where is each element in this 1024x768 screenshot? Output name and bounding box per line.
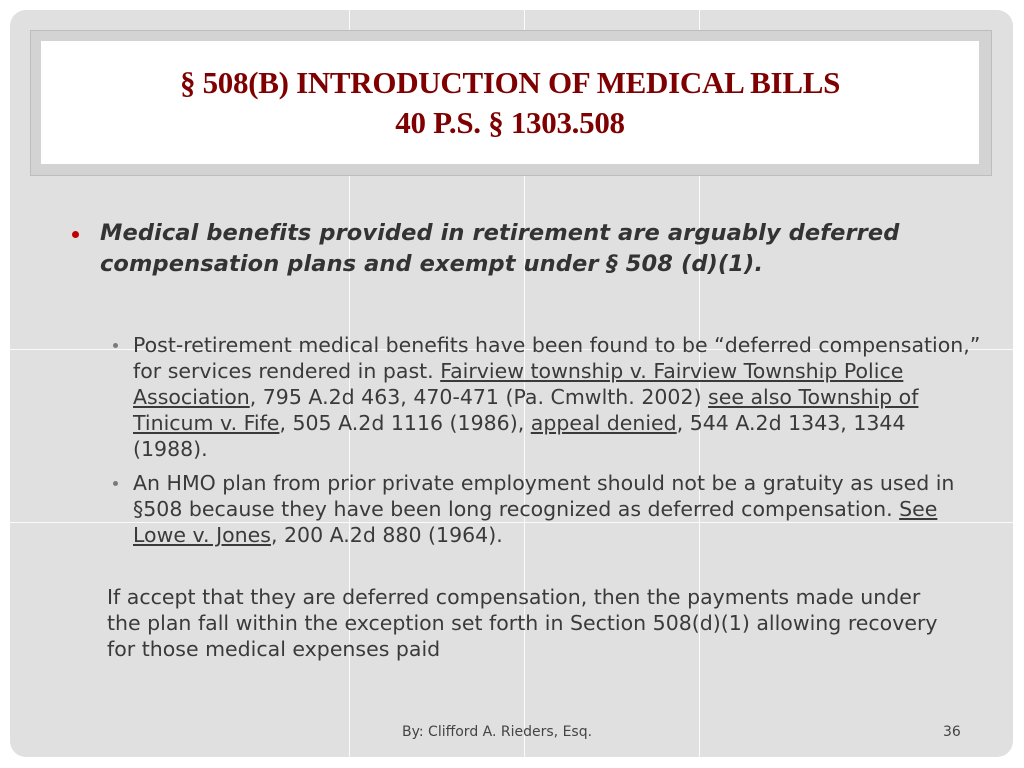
slide-subtitle: 40 P.S. § 1303.508 <box>395 104 625 140</box>
bullet-icon <box>113 343 118 348</box>
case-citation-tinicum[interactable]: see also Township of Tinicum v. Fife <box>133 385 919 435</box>
text-segment: Post-retirement medical benefits have been found to be “deferred compensation,” for services rendered in past. <box>133 333 981 383</box>
conclusion-paragraph: If accept that they are deferred compensation, then the payments made under the plan fall within the exception set forth in Section 508(d)(1) allowing recovery for those medical expenses paid <box>107 585 938 661</box>
bullet-icon <box>113 481 118 486</box>
text-segment: An HMO plan from prior private employment should not be a gratuity as used in §508 because they have been long recognized as deferred compensation. <box>133 471 955 521</box>
slide-content <box>10 10 1013 757</box>
slide-title: § 508(B) INTRODUCTION OF MEDICAL BILLS <box>179 64 841 100</box>
case-citation-fairview[interactable]: Fairview township v. Fairview Township Police Association <box>133 359 904 409</box>
slide <box>10 10 1013 757</box>
sub-bullet-1 <box>133 332 983 462</box>
text-segment: , 200 A.2d 880 (1964). <box>270 523 503 547</box>
case-citation-lowe[interactable]: See Lowe v. Jones <box>133 497 938 547</box>
text-segment: , 544 A.2d 1343, 1344 (1988). <box>133 411 906 461</box>
footer-author: By: Clifford A. Rieders, Esq. <box>402 724 593 740</box>
case-citation-appeal-denied[interactable]: appeal denied <box>530 411 677 435</box>
text-segment: , 795 A.2d 463, 470-471 (Pa. Cmwlth. 2002) <box>249 385 709 409</box>
main-bullet-text: Medical benefits provided in retirement are arguably deferred compensation plans and exempt under § 508 (d)(1). <box>100 220 900 277</box>
page-number: 36 <box>943 724 961 740</box>
sub-bullet-2 <box>133 470 983 548</box>
main-bullet <box>100 218 980 280</box>
text-segment: , 505 A.2d 1116 (1986), <box>279 411 531 435</box>
bullet-icon <box>72 231 79 238</box>
